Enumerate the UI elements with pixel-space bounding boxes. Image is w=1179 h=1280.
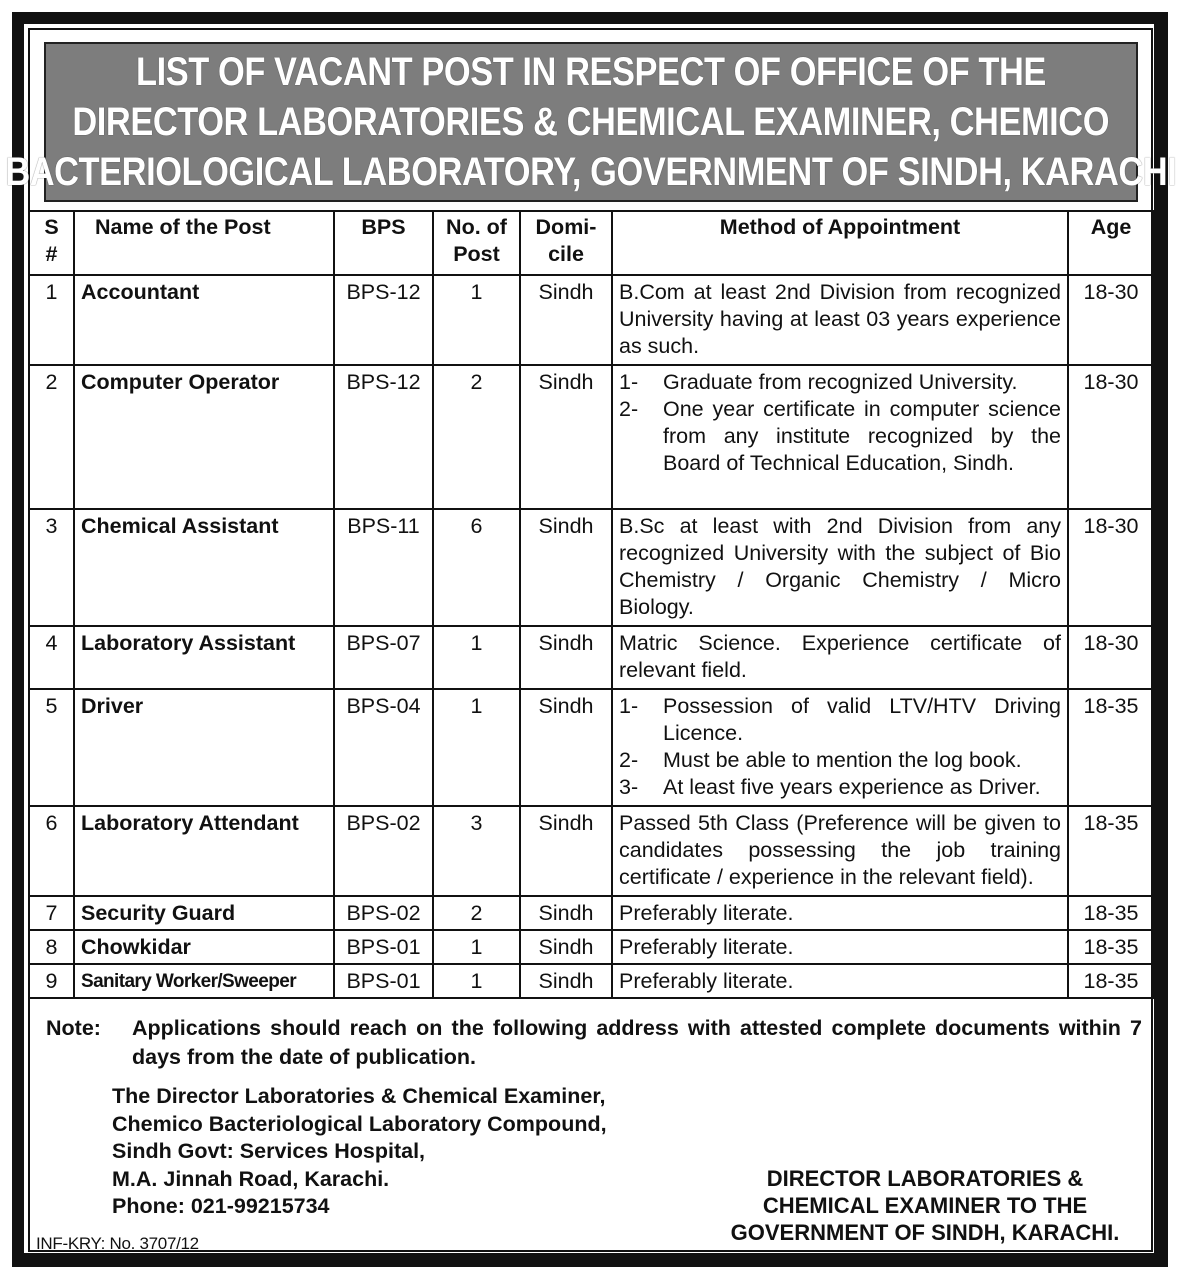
table-row xyxy=(29,896,1154,930)
number-of-posts: 2 xyxy=(433,896,520,930)
header-age: Age xyxy=(1068,211,1154,275)
requirement-item: 1- Graduate from recognized University. xyxy=(619,370,1018,394)
serial-number: 4 xyxy=(29,626,74,689)
number-of-posts: 1 xyxy=(433,275,520,365)
table-row xyxy=(29,275,1154,365)
serial-number: 2 xyxy=(29,365,74,509)
domicile: Sindh xyxy=(520,964,612,998)
age-range: 18-30 xyxy=(1068,509,1154,626)
address-line: M.A. Jinnah Road, Karachi. xyxy=(112,1166,390,1191)
title-line-2: DIRECTOR LABORATORIES & CHEMICAL EXAMINER, CHEMICO xyxy=(72,100,1110,144)
number-of-posts: 3 xyxy=(433,806,520,896)
phone-number: Phone: 021-99215734 xyxy=(112,1194,330,1218)
table-header-row xyxy=(29,211,1154,275)
post-name: Laboratory Attendant xyxy=(74,806,334,896)
address-line: Chemico Bacteriological Laboratory Compound, xyxy=(112,1111,607,1136)
age-range: 18-30 xyxy=(1068,365,1154,509)
method-of-appointment: Matric Science. Experience certificate of relevant field. xyxy=(612,626,1068,689)
post-name: Chemical Assistant xyxy=(74,509,334,626)
serial-number: 3 xyxy=(29,509,74,626)
table-row xyxy=(29,964,1154,998)
issuing-authority-signature xyxy=(690,1165,1160,1246)
domicile: Sindh xyxy=(520,275,612,365)
table-row xyxy=(29,806,1154,896)
signature-line: GOVERNMENT OF SINDH, KARACHI. xyxy=(730,1220,1120,1245)
post-name: Sanitary Worker/Sweeper xyxy=(74,964,334,998)
serial-number: 1 xyxy=(29,275,74,365)
bps-grade: BPS-01 xyxy=(334,930,433,964)
serial-number: 5 xyxy=(29,689,74,806)
bps-grade: BPS-12 xyxy=(334,275,433,365)
title-line-3: BACTERIOLOGICAL LABORATORY, GOVERNMENT OF SINDH, KARACHI xyxy=(5,150,1177,194)
header-number-of-posts: No. of Post xyxy=(433,211,520,275)
title-banner xyxy=(5,42,1177,202)
number-of-posts: 1 xyxy=(433,930,520,964)
title-line-1: LIST OF VACANT POST IN RESPECT OF OFFICE OF THE xyxy=(136,50,1046,94)
note-label: Note: xyxy=(46,1016,101,1040)
post-name: Laboratory Assistant xyxy=(74,626,334,689)
requirement-item: 1- Possession of valid LTV/HTV Driving Licence. xyxy=(619,694,1061,745)
vacant-posts-table xyxy=(28,210,1155,999)
table-row xyxy=(29,626,1154,689)
serial-number: 9 xyxy=(29,964,74,998)
post-name: Accountant xyxy=(74,275,334,365)
table-row xyxy=(29,509,1154,626)
age-range: 18-35 xyxy=(1068,964,1154,998)
bps-grade: BPS-12 xyxy=(334,365,433,509)
bps-grade: BPS-01 xyxy=(334,964,433,998)
requirement-item: 2- One year certificate in computer science from any institute recognized by the Board of Technical Education, Sindh. xyxy=(619,397,1061,475)
number-of-posts: 6 xyxy=(433,509,520,626)
requirement-item: 3- At least five years experience as Driver. xyxy=(619,775,1041,799)
domicile: Sindh xyxy=(520,509,612,626)
header-method-of-appointment: Method of Appointment xyxy=(612,211,1068,275)
number-of-posts: 2 xyxy=(433,365,520,509)
post-name: Chowkidar xyxy=(74,930,334,964)
method-of-appointment: Preferably literate. xyxy=(612,964,1068,998)
number-of-posts: 1 xyxy=(433,689,520,806)
method-of-appointment: B.Sc at least with 2nd Division from any recognized University with the subject of Bio Chemistry / Organic Chemistry / Micro Biology. xyxy=(612,509,1068,626)
method-of-appointment: B.Com at least 2nd Division from recognized University having at least 03 years experience as such. xyxy=(612,275,1068,365)
serial-number: 8 xyxy=(29,930,74,964)
bps-grade: BPS-07 xyxy=(334,626,433,689)
domicile: Sindh xyxy=(520,806,612,896)
method-of-appointment: Preferably literate. xyxy=(612,930,1068,964)
domicile: Sindh xyxy=(520,626,612,689)
signature-line: CHEMICAL EXAMINER TO THE xyxy=(762,1193,1088,1218)
requirement-item: 2- Must be able to mention the log book. xyxy=(619,748,1022,772)
method-of-appointment xyxy=(612,689,1068,806)
signature-line: DIRECTOR LABORATORIES & xyxy=(766,1166,1084,1191)
serial-number: 6 xyxy=(29,806,74,896)
serial-number: 7 xyxy=(29,896,74,930)
mailing-address xyxy=(112,1083,607,1221)
bps-grade: BPS-02 xyxy=(334,896,433,930)
age-range: 18-30 xyxy=(1068,626,1154,689)
method-of-appointment: Preferably literate. xyxy=(612,896,1068,930)
address-line: Sindh Govt: Services Hospital, xyxy=(112,1139,426,1163)
age-range: 18-35 xyxy=(1068,689,1154,806)
age-range: 18-35 xyxy=(1068,806,1154,896)
header-serial-number: S # xyxy=(29,211,74,275)
reference-number: INF-KRY: No. 3707/12 xyxy=(36,1234,199,1253)
bps-grade: BPS-02 xyxy=(334,806,433,896)
method-of-appointment xyxy=(612,365,1068,509)
domicile: Sindh xyxy=(520,896,612,930)
table-row xyxy=(29,689,1154,806)
table-row xyxy=(29,930,1154,964)
header-bps: BPS xyxy=(334,211,433,275)
method-of-appointment: Passed 5th Class (Preference will be given to candidates possessing the job training certificate / experience in the relevant field). xyxy=(612,806,1068,896)
age-range: 18-35 xyxy=(1068,896,1154,930)
domicile: Sindh xyxy=(520,365,612,509)
domicile: Sindh xyxy=(520,930,612,964)
post-name: Security Guard xyxy=(74,896,334,930)
number-of-posts: 1 xyxy=(433,626,520,689)
application-note xyxy=(46,1014,1142,1072)
header-domicile: Domi- cile xyxy=(520,211,612,275)
age-range: 18-35 xyxy=(1068,930,1154,964)
domicile: Sindh xyxy=(520,689,612,806)
note-text: Applications should reach on the following address with attested complete documents within 7 days from the date of publication. xyxy=(132,1016,1142,1069)
post-name: Driver xyxy=(74,689,334,806)
age-range: 18-30 xyxy=(1068,275,1154,365)
bps-grade: BPS-04 xyxy=(334,689,433,806)
address-line: The Director Laboratories & Chemical Examiner, xyxy=(112,1084,606,1108)
number-of-posts: 1 xyxy=(433,964,520,998)
header-post-name: Name of the Post xyxy=(74,211,334,275)
bps-grade: BPS-11 xyxy=(334,509,433,626)
post-name: Computer Operator xyxy=(74,365,334,509)
table-row xyxy=(29,365,1154,509)
